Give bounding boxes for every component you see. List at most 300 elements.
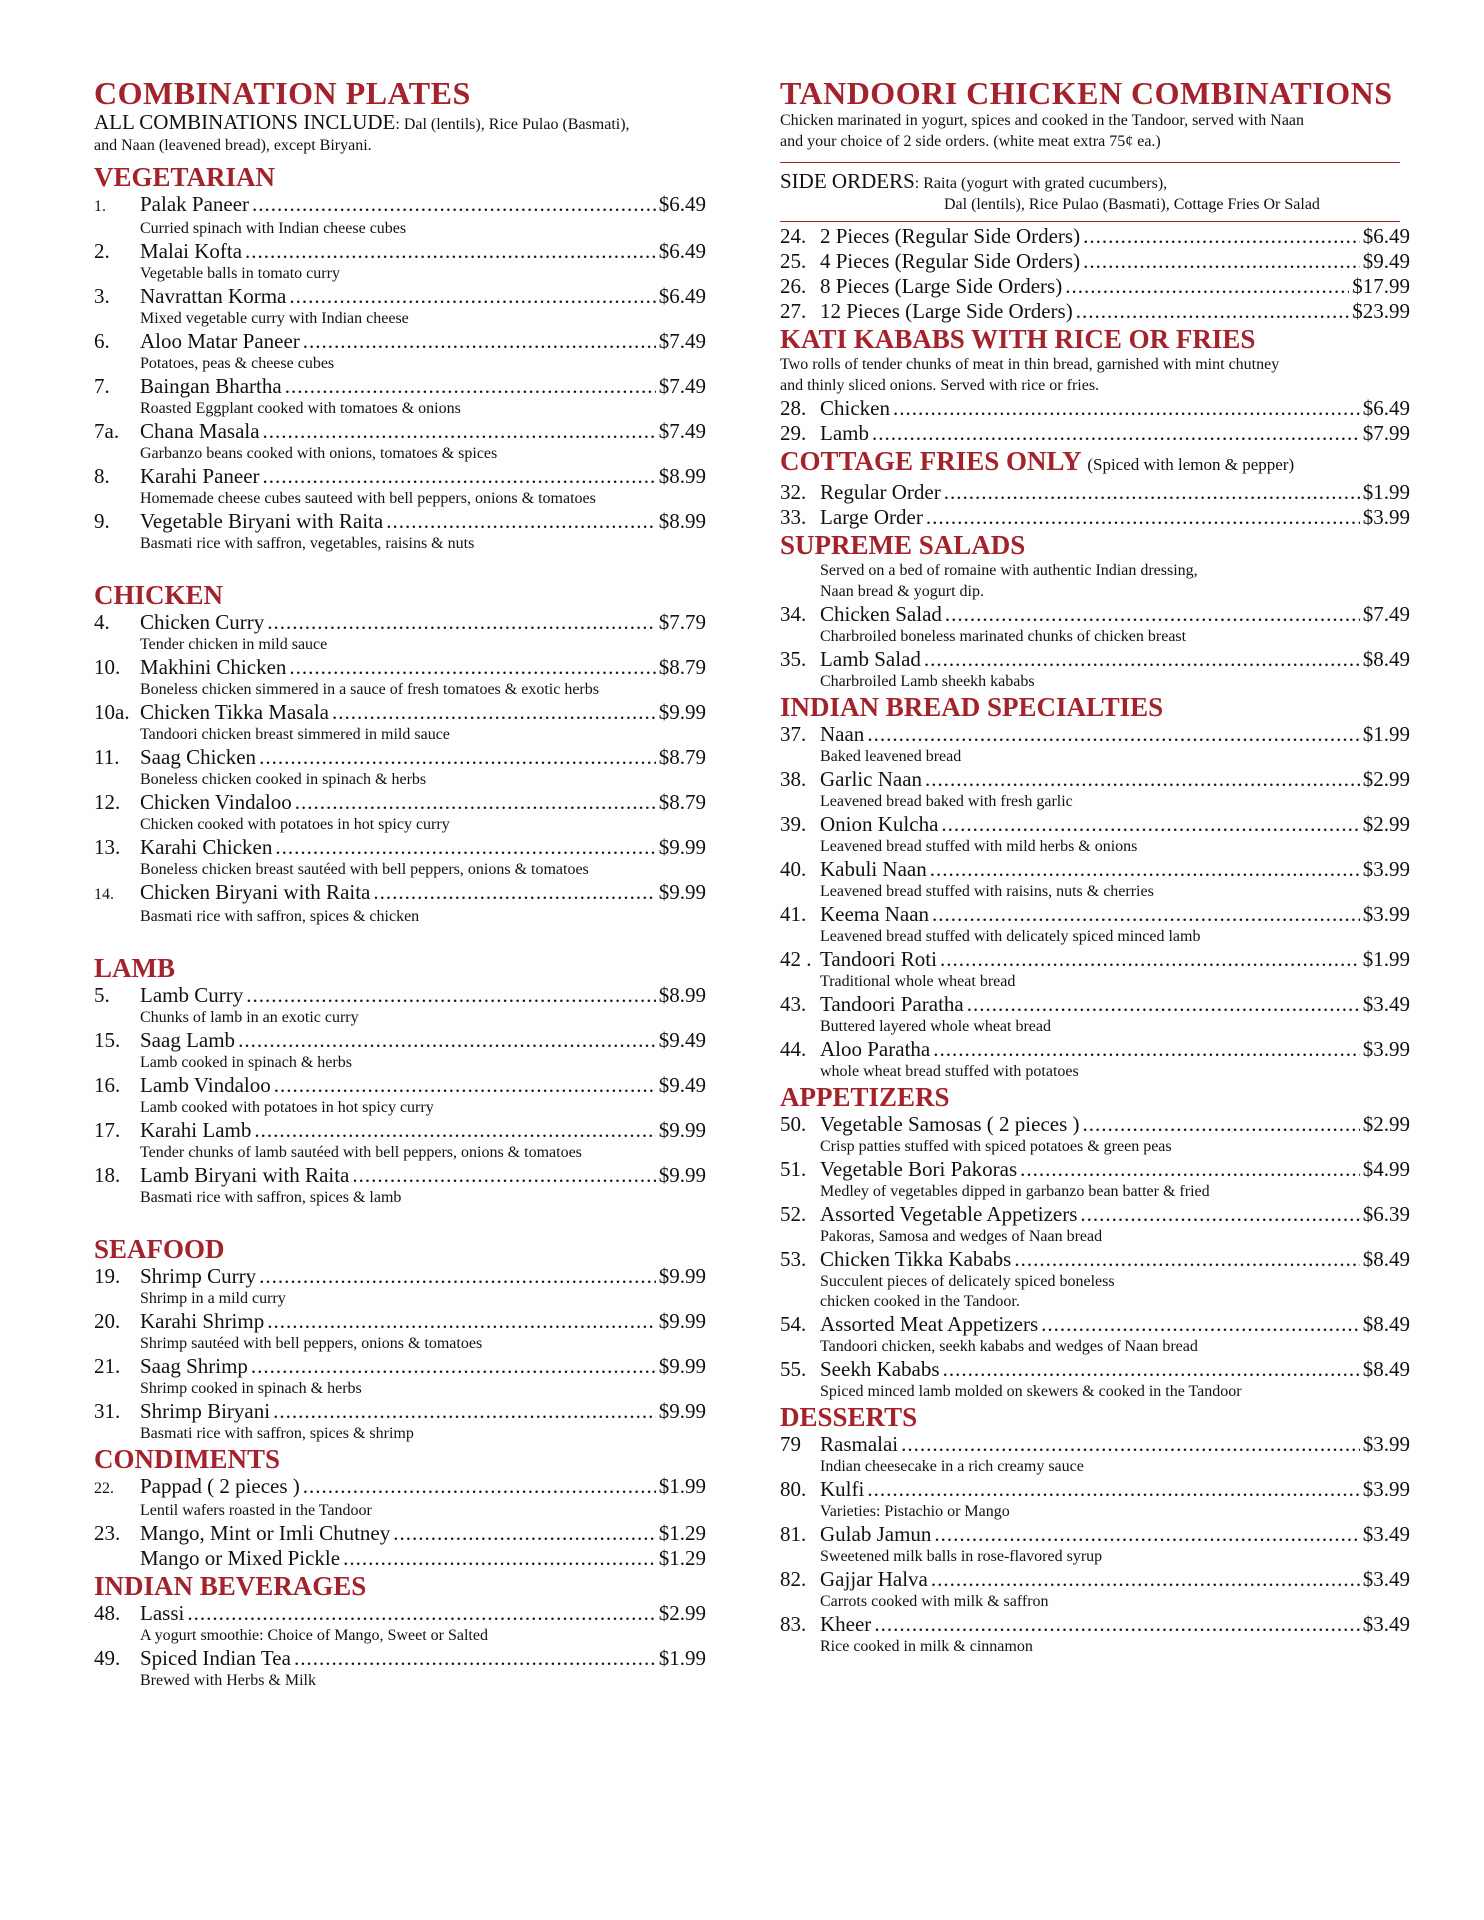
dot-leader xyxy=(238,1028,656,1053)
item-price: $8.79 xyxy=(658,655,706,679)
menu-item xyxy=(780,274,1410,299)
cottage-list xyxy=(780,480,1410,530)
item-price: $8.49 xyxy=(1362,1312,1410,1336)
item-number: 54. xyxy=(780,1312,807,1336)
item-number: 22. xyxy=(94,1480,114,1497)
dot-leader xyxy=(1083,1112,1360,1137)
item-name: Chana Masala xyxy=(140,419,260,443)
menu-item xyxy=(94,192,706,219)
seafood-heading: SEAFOOD xyxy=(94,1234,225,1264)
item-description: Basmati rice with saffron, vegetables, raisins & nuts xyxy=(140,535,475,552)
item-number: 13. xyxy=(94,835,121,859)
item-price: $9.99 xyxy=(658,1163,706,1187)
dot-leader xyxy=(373,880,655,905)
item-name: 8 Pieces (Large Side Orders) xyxy=(820,274,1063,298)
dot-leader xyxy=(263,464,656,489)
item-price: $1.99 xyxy=(658,1646,706,1670)
item-price: $2.99 xyxy=(1362,767,1410,791)
item-name: Saag Shrimp xyxy=(140,1354,248,1378)
item-price: $8.79 xyxy=(658,745,706,769)
item-name: Lamb Curry xyxy=(140,983,244,1007)
item-price: $2.99 xyxy=(1362,812,1410,836)
item-number: 29. xyxy=(780,421,807,445)
item-number: 42 . xyxy=(780,947,812,971)
item-price: $3.99 xyxy=(1362,1432,1410,1456)
item-description: Leavened bread stuffed with mild herbs & onions xyxy=(820,838,1138,855)
dot-leader xyxy=(1083,224,1360,249)
item-description: Baked leavened bread xyxy=(820,748,962,765)
appetizers-list xyxy=(780,1112,1410,1402)
item-price: $2.99 xyxy=(658,1601,706,1625)
item-description: Chunks of lamb in an exotic curry xyxy=(140,1009,359,1026)
item-price: $3.99 xyxy=(1362,902,1410,926)
item-number: 15. xyxy=(94,1028,121,1052)
item-description: Mixed vegetable curry with Indian cheese xyxy=(140,310,409,327)
item-price: $3.49 xyxy=(1362,1522,1410,1546)
item-description: Tender chicken in mild sauce xyxy=(140,636,328,653)
item-name: Palak Paneer xyxy=(140,192,250,216)
side-orders-line2: Dal (lentils), Rice Pulao (Basmati), Cottage Fries Or Salad xyxy=(944,196,1320,213)
item-name: Kheer xyxy=(820,1612,872,1636)
item-price: $8.99 xyxy=(658,983,706,1007)
menu-item xyxy=(780,902,1410,927)
item-name: 4 Pieces (Regular Side Orders) xyxy=(820,249,1081,273)
cottage-note: (Spiced with lemon & pepper) xyxy=(1087,455,1295,474)
menu-item xyxy=(94,983,706,1008)
menu-item xyxy=(94,1601,706,1626)
item-price: $8.99 xyxy=(658,464,706,488)
item-description: Garbanzo beans cooked with onions, tomatoes & spices xyxy=(140,445,498,462)
item-number: 27. xyxy=(780,299,807,323)
item-name: Lamb Vindaloo xyxy=(140,1073,271,1097)
beverages-heading: INDIAN BEVERAGES xyxy=(94,1571,367,1601)
item-price: $3.49 xyxy=(1362,992,1410,1016)
dot-leader xyxy=(867,722,1359,747)
item-number: 11. xyxy=(94,745,120,769)
item-price: $7.49 xyxy=(1362,602,1410,626)
menu-item xyxy=(780,1112,1410,1137)
item-number: 51. xyxy=(780,1157,807,1181)
item-name: Karahi Paneer xyxy=(140,464,260,488)
item-name: Kulfi xyxy=(820,1477,865,1501)
dot-leader xyxy=(874,1612,1359,1637)
item-price: $9.99 xyxy=(658,1354,706,1378)
menu-item xyxy=(94,1399,706,1424)
item-description: Lamb cooked in spinach & herbs xyxy=(140,1054,352,1071)
dot-leader xyxy=(1083,249,1360,274)
item-number: 48. xyxy=(94,1601,121,1625)
menu-item xyxy=(94,610,706,635)
item-number: 10. xyxy=(94,655,121,679)
item-name: Gulab Jamun xyxy=(820,1522,932,1546)
dot-leader xyxy=(1076,299,1350,324)
item-name: Chicken Tikka Masala xyxy=(140,700,329,724)
item-number: 28. xyxy=(780,396,807,420)
item-price: $9.49 xyxy=(1362,249,1410,273)
item-number: 82. xyxy=(780,1567,807,1591)
item-description: chicken cooked in the Tandoor. xyxy=(820,1293,1020,1310)
menu-item xyxy=(780,1567,1410,1592)
dot-leader xyxy=(267,1309,656,1334)
menu-item xyxy=(780,505,1410,530)
dot-leader xyxy=(930,857,1360,882)
item-price: $8.99 xyxy=(658,509,706,533)
dot-leader xyxy=(393,1521,656,1546)
menu-item xyxy=(94,1474,706,1501)
menu-item xyxy=(94,464,706,489)
item-price: $9.99 xyxy=(658,835,706,859)
menu-item xyxy=(94,329,706,354)
item-number: 41. xyxy=(780,902,807,926)
item-name: Chicken xyxy=(820,396,890,420)
dot-leader xyxy=(945,602,1360,627)
item-price: $6.49 xyxy=(658,239,706,263)
dot-leader xyxy=(273,1399,656,1424)
item-description: Pakoras, Samosa and wedges of Naan bread xyxy=(820,1228,1103,1245)
item-description: Carrots cooked with milk & saffron xyxy=(820,1593,1049,1610)
item-price: $2.99 xyxy=(1362,1112,1410,1136)
dot-leader xyxy=(352,1163,655,1188)
menu-item xyxy=(94,509,706,534)
item-name: Large Order xyxy=(820,505,923,529)
item-description: Potatoes, peas & cheese cubes xyxy=(140,355,335,372)
item-number: 44. xyxy=(780,1037,807,1061)
item-number: 40. xyxy=(780,857,807,881)
item-price: $8.49 xyxy=(1362,1247,1410,1271)
menu-item xyxy=(94,1163,706,1188)
dot-leader xyxy=(343,1546,656,1571)
item-number: 2. xyxy=(94,239,110,263)
item-name: Regular Order xyxy=(820,480,941,504)
item-description: Basmati rice with saffron, spices & lamb xyxy=(140,1189,402,1206)
kati-desc-line1: Two rolls of tender chunks of meat in thin bread, garnished with mint chutney xyxy=(780,356,1280,373)
item-price: $9.49 xyxy=(658,1073,706,1097)
dot-leader xyxy=(872,421,1360,446)
item-description: Shrimp sautéed with bell peppers, onions & tomatoes xyxy=(140,1335,483,1352)
seafood-list xyxy=(94,1264,706,1444)
includes-line2: and Naan (leavened bread), except Biryani. xyxy=(94,137,372,154)
dot-leader xyxy=(1065,274,1349,299)
item-name: Vegetable Biryani with Raita xyxy=(140,509,384,533)
dot-leader xyxy=(924,647,1360,672)
item-description: Indian cheesecake in a rich creamy sauce xyxy=(820,1458,1084,1475)
dot-leader xyxy=(245,239,656,264)
item-price: $9.99 xyxy=(658,1118,706,1142)
dot-leader xyxy=(303,329,656,354)
item-name: Lassi xyxy=(140,1601,185,1625)
cottage-heading xyxy=(780,446,1410,480)
dot-leader xyxy=(386,509,656,534)
menu-item xyxy=(780,1357,1410,1382)
dot-leader xyxy=(285,374,656,399)
item-price: $1.29 xyxy=(658,1521,706,1545)
item-number: 8. xyxy=(94,464,110,488)
item-price: $6.49 xyxy=(658,284,706,308)
item-price: $3.49 xyxy=(1362,1612,1410,1636)
item-name: Assorted Vegetable Appetizers xyxy=(820,1202,1078,1226)
menu-item xyxy=(94,1028,706,1053)
item-name: Chicken Biryani with Raita xyxy=(140,880,371,904)
item-price: $6.39 xyxy=(1362,1202,1410,1226)
item-name: Chicken Salad xyxy=(820,602,942,626)
menu-item xyxy=(780,1037,1410,1062)
item-name: 2 Pieces (Regular Side Orders) xyxy=(820,224,1081,248)
item-name: Saag Chicken xyxy=(140,745,257,769)
desserts-heading: DESSERTS xyxy=(780,1402,918,1432)
item-number: 7. xyxy=(94,374,110,398)
menu-item xyxy=(780,1612,1410,1637)
item-number: 37. xyxy=(780,722,807,746)
item-description: whole wheat bread stuffed with potatoes xyxy=(820,1063,1079,1080)
menu-item xyxy=(94,419,706,444)
dot-leader xyxy=(867,1477,1359,1502)
menu-item xyxy=(780,947,1410,972)
menu-item xyxy=(94,790,706,815)
dot-leader xyxy=(940,947,1360,972)
item-description: Brewed with Herbs & Milk xyxy=(140,1672,316,1689)
menu-item xyxy=(780,857,1410,882)
item-description: Shrimp cooked in spinach & herbs xyxy=(140,1380,362,1397)
menu-item xyxy=(94,374,706,399)
item-number: 23. xyxy=(94,1521,121,1545)
item-price: $3.99 xyxy=(1362,505,1410,529)
item-name: Vegetable Samosas ( 2 pieces ) xyxy=(820,1112,1080,1136)
cottage-heading-text: COTTAGE FRIES ONLY xyxy=(780,446,1081,476)
menu-item xyxy=(94,1118,706,1143)
item-name: Lamb xyxy=(820,421,869,445)
item-number: 1. xyxy=(94,198,106,215)
menu-item xyxy=(780,1202,1410,1227)
lamb-heading: LAMB xyxy=(94,953,175,983)
item-name: Shrimp Curry xyxy=(140,1264,257,1288)
item-number: 33. xyxy=(780,505,807,529)
dot-leader xyxy=(1041,1312,1360,1337)
item-name: Garlic Naan xyxy=(820,767,923,791)
tandoori-intro-line2: and your choice of 2 side orders. (white meat extra 75¢ ea.) xyxy=(780,133,1161,150)
bread-heading: INDIAN BREAD SPECIALTIES xyxy=(780,692,1164,722)
item-name: Chicken Vindaloo xyxy=(140,790,292,814)
item-name: Chicken Tikka Kababs xyxy=(820,1247,1012,1271)
menu-item xyxy=(94,1521,706,1546)
item-number: 24. xyxy=(780,224,807,248)
tandoori-intro-line1: Chicken marinated in yogurt, spices and cooked in the Tandoor, served with Naan xyxy=(780,112,1305,129)
item-number: 81. xyxy=(780,1522,807,1546)
includes-label: ALL COMBINATIONS INCLUDE xyxy=(94,110,396,134)
vegetarian-heading: VEGETARIAN xyxy=(94,162,276,192)
lamb-list xyxy=(94,983,706,1208)
item-price: $9.99 xyxy=(658,1264,706,1288)
combination-plates-title: COMBINATION PLATES xyxy=(94,75,471,111)
item-number: 10a. xyxy=(94,700,130,724)
menu-item xyxy=(94,1264,706,1289)
item-number: 38. xyxy=(780,767,807,791)
condiments-heading: CONDIMENTS xyxy=(94,1444,281,1474)
item-description: Charbroiled boneless marinated chunks of chicken breast xyxy=(820,628,1187,645)
menu-item xyxy=(780,647,1410,672)
item-name: Mango, Mint or Imli Chutney xyxy=(140,1521,391,1545)
item-description: Lentil wafers roasted in the Tandoor xyxy=(140,1502,372,1519)
item-description: Shrimp in a mild curry xyxy=(140,1290,286,1307)
item-name: Karahi Chicken xyxy=(140,835,273,859)
item-description: Basmati rice with saffron, spices & shrimp xyxy=(140,1425,414,1442)
item-name: Mango or Mixed Pickle xyxy=(140,1546,341,1570)
menu-item xyxy=(94,284,706,309)
item-name: Chicken Curry xyxy=(140,610,265,634)
item-name: Assorted Meat Appetizers xyxy=(820,1312,1039,1336)
item-name: Makhini Chicken xyxy=(140,655,287,679)
item-price: $7.99 xyxy=(1362,421,1410,445)
menu-item xyxy=(94,1646,706,1671)
item-description: Leavened bread stuffed with raisins, nuts & cherries xyxy=(820,883,1154,900)
item-price: $8.49 xyxy=(1362,647,1410,671)
item-price: $7.49 xyxy=(658,374,706,398)
item-name: Lamb Biryani with Raita xyxy=(140,1163,350,1187)
left-column xyxy=(94,76,706,1691)
salads-desc-line1: Served on a bed of romaine with authentic Indian dressing, xyxy=(820,562,1198,579)
salads-desc-line2: Naan bread & yogurt dip. xyxy=(820,583,984,600)
menu-item xyxy=(780,1312,1410,1337)
dot-leader xyxy=(289,655,655,680)
item-number: 20. xyxy=(94,1309,121,1333)
item-number: 18. xyxy=(94,1163,121,1187)
menu-item xyxy=(780,1522,1410,1547)
item-price: $9.99 xyxy=(658,880,706,904)
item-price: $9.99 xyxy=(658,700,706,724)
item-name: Vegetable Bori Pakoras xyxy=(820,1157,1018,1181)
item-name: Seekh Kababs xyxy=(820,1357,940,1381)
menu-item xyxy=(780,249,1410,274)
menu-item xyxy=(94,700,706,725)
item-price: $7.49 xyxy=(658,419,706,443)
item-price: $7.79 xyxy=(658,610,706,634)
item-name: Malai Kofta xyxy=(140,239,243,263)
item-description: Leavened bread stuffed with delicately spiced minced lamb xyxy=(820,928,1201,945)
item-price: $1.99 xyxy=(1362,722,1410,746)
includes-rest: : Dal (lentils), Rice Pulao (Basmati), xyxy=(395,116,630,133)
dot-leader xyxy=(274,1073,656,1098)
item-number: 4. xyxy=(94,610,110,634)
side-orders-label: SIDE ORDERS xyxy=(780,169,915,193)
item-price: $1.99 xyxy=(1362,480,1410,504)
item-price: $9.99 xyxy=(658,1309,706,1333)
item-number: 39. xyxy=(780,812,807,836)
item-price: $3.49 xyxy=(1362,1567,1410,1591)
dot-leader xyxy=(267,610,656,635)
item-description: Basmati rice with saffron, spices & chicken xyxy=(140,908,420,925)
dot-leader xyxy=(893,396,1360,421)
item-number: 21. xyxy=(94,1354,121,1378)
dot-leader xyxy=(289,284,655,309)
item-price: $8.49 xyxy=(1362,1357,1410,1381)
menu-item xyxy=(94,655,706,680)
dot-leader xyxy=(1020,1157,1360,1182)
tandoori-title: TANDOORI CHICKEN COMBINATIONS xyxy=(780,75,1393,111)
item-name: Shrimp Biryani xyxy=(140,1399,271,1423)
item-description: Buttered layered whole wheat bread xyxy=(820,1018,1052,1035)
side-orders-rest: : Raita (yogurt with grated cucumbers), xyxy=(914,175,1168,192)
item-description: Spiced minced lamb molded on skewers & cooked in the Tandoor xyxy=(820,1383,1242,1400)
dot-leader xyxy=(925,767,1360,792)
menu-item xyxy=(780,224,1410,249)
desserts-list xyxy=(780,1432,1410,1657)
item-name: Aloo Paratha xyxy=(820,1037,931,1061)
menu-item xyxy=(94,1073,706,1098)
item-description: A yogurt smoothie: Choice of Mango, Sweet or Salted xyxy=(140,1627,488,1644)
right-column xyxy=(780,76,1410,1657)
chicken-list xyxy=(94,610,706,927)
menu-item xyxy=(780,1247,1410,1272)
menu-item xyxy=(780,1157,1410,1182)
item-number: 6. xyxy=(94,329,110,353)
menu-item xyxy=(780,992,1410,1017)
dot-leader xyxy=(254,1118,655,1143)
menu-item xyxy=(94,1309,706,1334)
menu-item xyxy=(94,745,706,770)
menu-item xyxy=(780,1477,1410,1502)
item-number: 5. xyxy=(94,983,110,1007)
menu-item xyxy=(94,1546,706,1571)
item-number: 53. xyxy=(780,1247,807,1271)
menu-item xyxy=(780,421,1410,446)
beverages-list xyxy=(94,1601,706,1691)
item-number: 3. xyxy=(94,284,110,308)
item-price: $6.49 xyxy=(1362,396,1410,420)
menu-item xyxy=(780,480,1410,505)
kati-desc-line2: and thinly sliced onions. Served with rice or fries. xyxy=(780,377,1100,394)
item-number: 50. xyxy=(780,1112,807,1136)
dot-leader xyxy=(275,835,655,860)
item-number: 55. xyxy=(780,1357,807,1381)
item-price: $1.99 xyxy=(1362,947,1410,971)
dot-leader xyxy=(295,790,656,815)
menu-item xyxy=(780,299,1410,324)
dot-leader xyxy=(931,1567,1360,1592)
item-name: Pappad ( 2 pieces ) xyxy=(140,1474,300,1498)
item-name: Naan xyxy=(820,722,865,746)
item-name: Lamb Salad xyxy=(820,647,921,671)
item-price: $17.99 xyxy=(1352,274,1410,298)
item-price: $3.99 xyxy=(1362,1037,1410,1061)
item-description: Tender chunks of lamb sautéed with bell peppers, onions & tomatoes xyxy=(140,1144,582,1161)
item-number: 25. xyxy=(780,249,807,273)
item-name: Baingan Bhartha xyxy=(140,374,282,398)
item-number: 19. xyxy=(94,1264,121,1288)
item-name: Karahi Lamb xyxy=(140,1118,252,1142)
tandoori-list xyxy=(780,224,1410,324)
item-number: 12. xyxy=(94,790,121,814)
item-description: Leavened bread baked with fresh garlic xyxy=(820,793,1073,810)
item-name: Kabuli Naan xyxy=(820,857,927,881)
dot-leader xyxy=(263,419,656,444)
item-name: Tandoori Paratha xyxy=(820,992,964,1016)
menu-item xyxy=(94,1354,706,1379)
item-description: Chicken cooked with potatoes in hot spicy curry xyxy=(140,816,450,833)
item-price: $9.49 xyxy=(658,1028,706,1052)
item-number: 16. xyxy=(94,1073,121,1097)
item-name: 12 Pieces (Large Side Orders) xyxy=(820,299,1073,323)
dot-leader xyxy=(246,983,656,1008)
item-price: $8.79 xyxy=(658,790,706,814)
item-description: Rice cooked in milk & cinnamon xyxy=(820,1638,1033,1655)
item-number: 83. xyxy=(780,1612,807,1636)
item-description: Curried spinach with Indian cheese cubes xyxy=(140,220,407,237)
item-description: Boneless chicken cooked in spinach & herbs xyxy=(140,771,427,788)
appetizers-heading: APPETIZERS xyxy=(780,1082,950,1112)
dot-leader xyxy=(1014,1247,1359,1272)
item-price: $6.49 xyxy=(658,192,706,216)
item-number: 49. xyxy=(94,1646,121,1670)
item-description: Boneless chicken simmered in a sauce of fresh tomatoes & exotic herbs xyxy=(140,681,599,698)
